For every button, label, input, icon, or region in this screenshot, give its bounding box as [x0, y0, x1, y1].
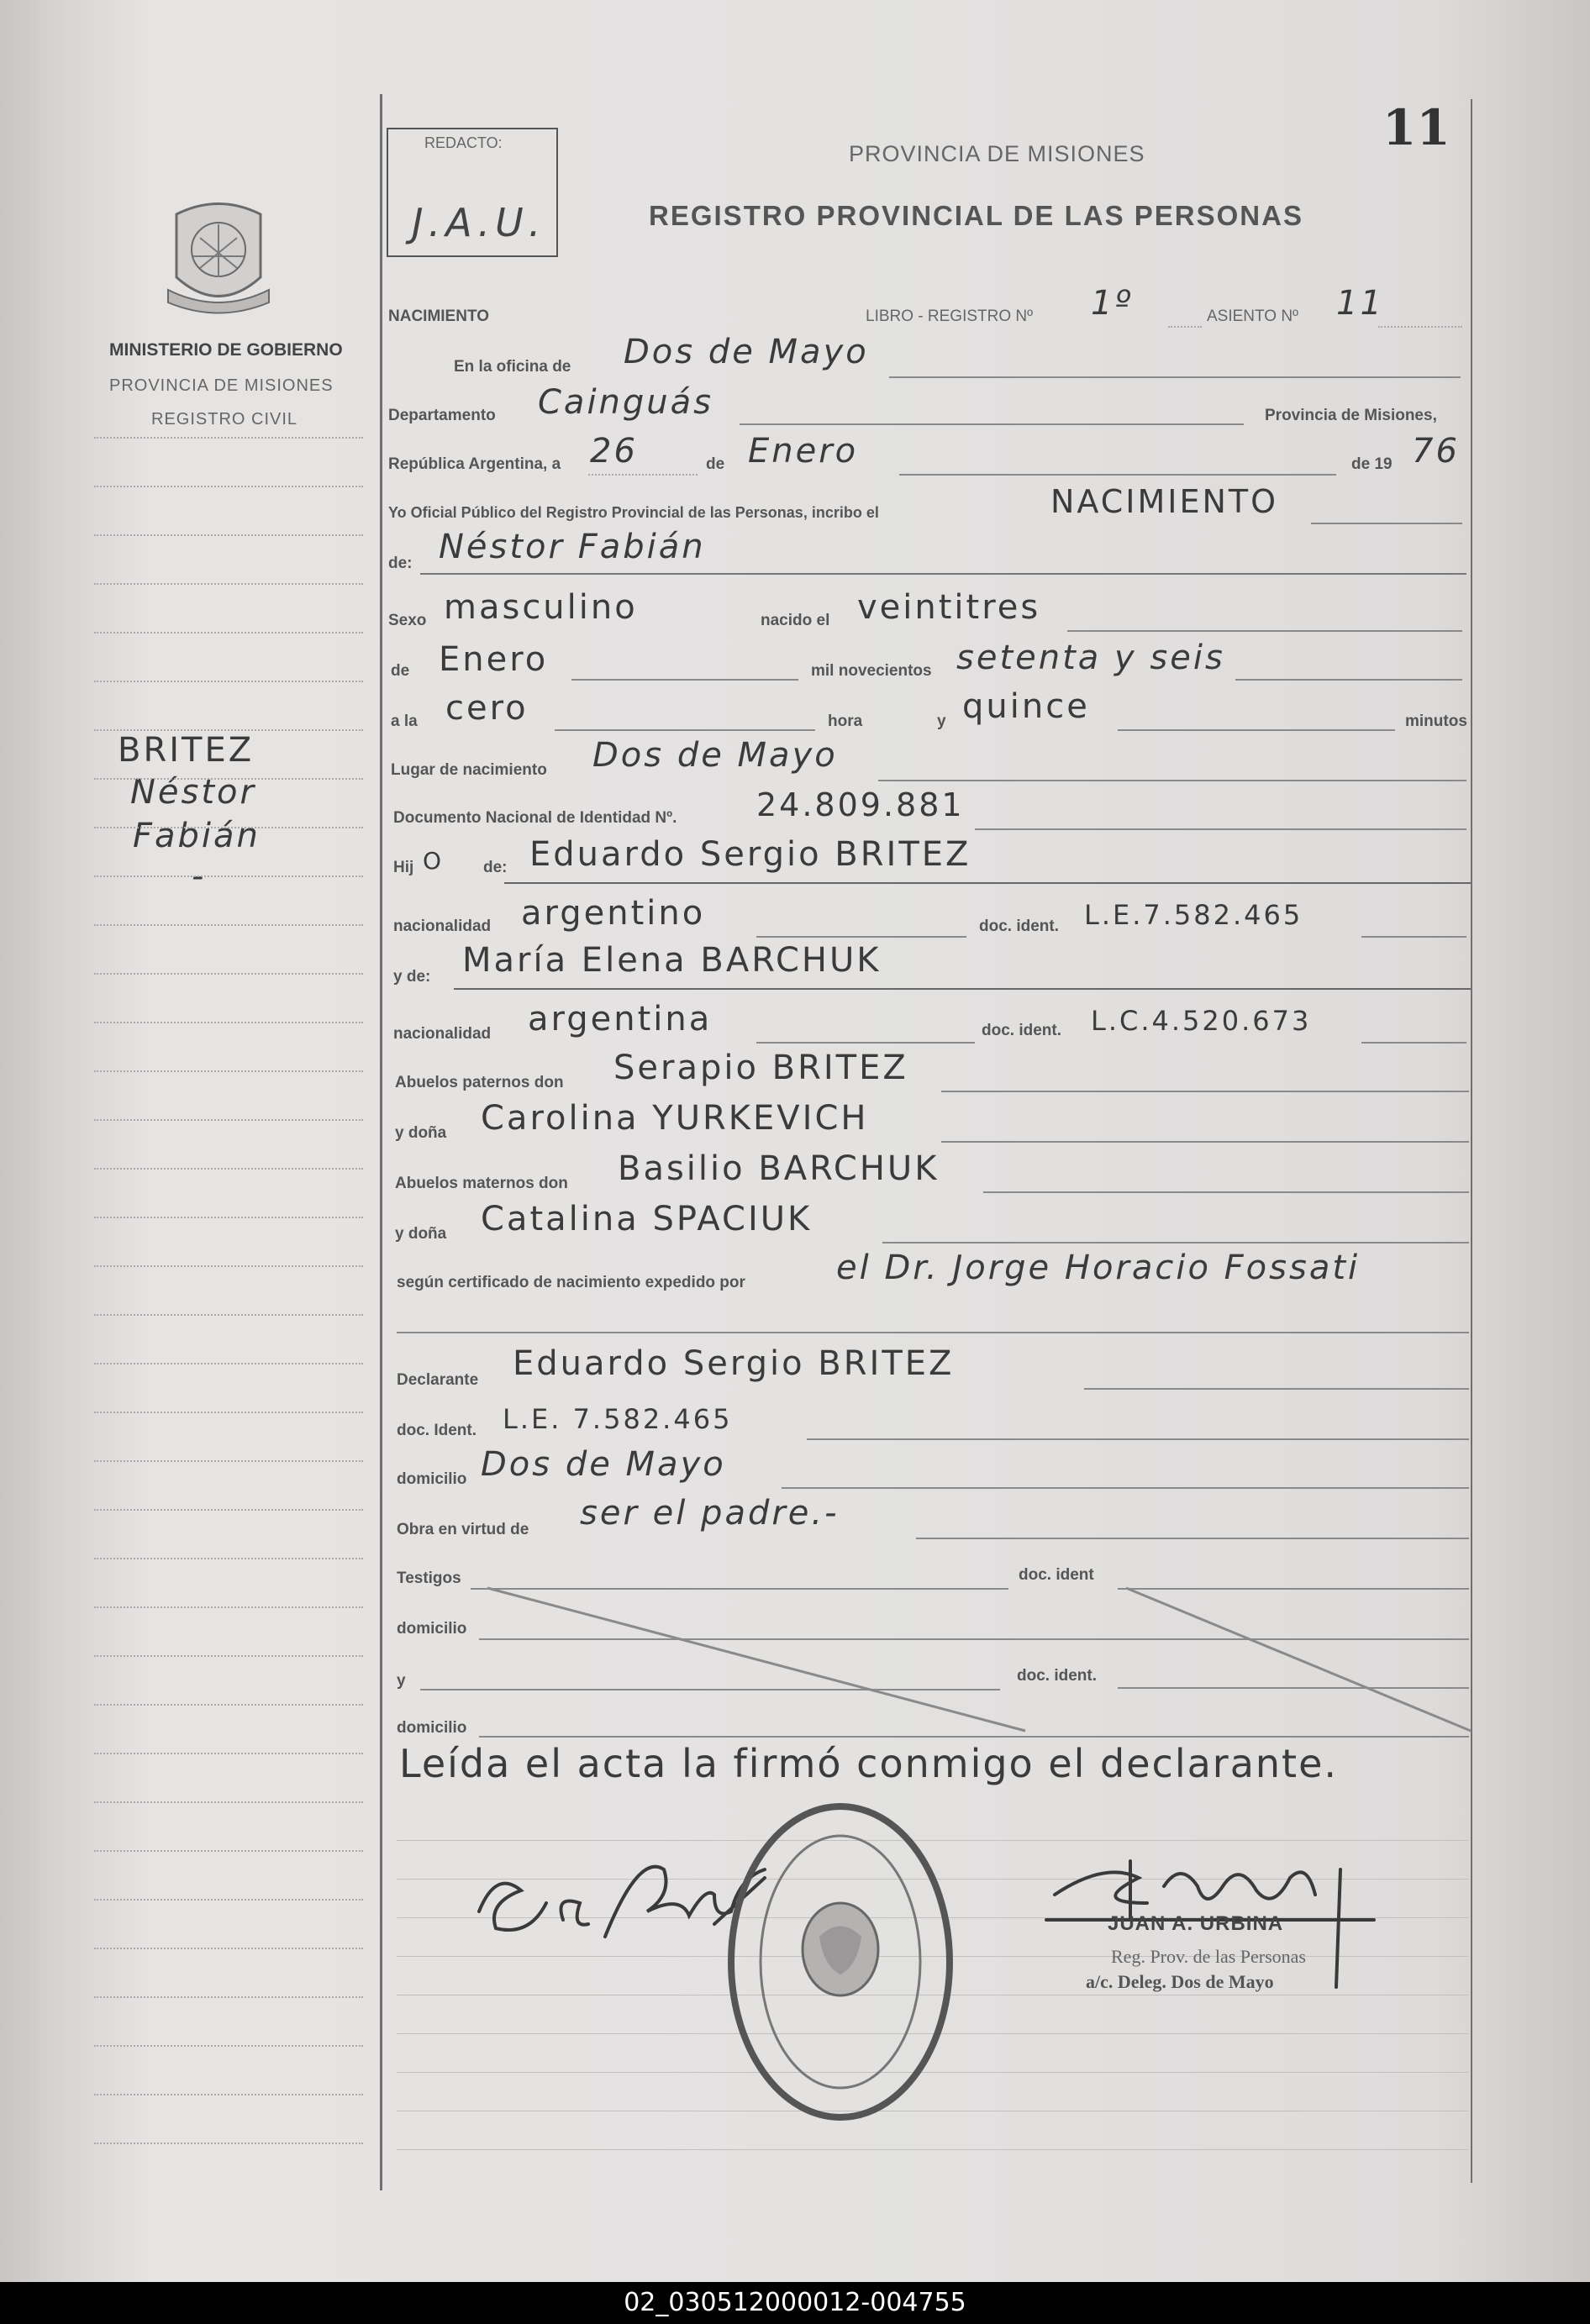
declarante-label: Declarante [397, 1371, 479, 1389]
margin-ruled-line [94, 1948, 363, 1949]
footer-code-bar [0, 2282, 1590, 2324]
nombre-value: Néstor Fabián [439, 528, 706, 566]
official-title-1: Reg. Prov. de las Personas [1111, 1946, 1306, 1967]
nac2-value: argentina [528, 1000, 713, 1038]
margin-ruled-line [94, 583, 363, 585]
margin-ruled-line [94, 1850, 363, 1852]
sexo-value: masculino [444, 588, 638, 627]
obra-label: Obra en virtud de [397, 1521, 529, 1538]
abuelo-p-value: Serapio BRITEZ [613, 1049, 908, 1087]
y2-label: y [397, 1672, 406, 1690]
doc5-label: doc. ident. [1017, 1667, 1097, 1685]
y-de-label: y de: [393, 968, 431, 986]
margin-ruled-line [94, 827, 363, 828]
lugar-label: Lugar de nacimiento [391, 761, 547, 779]
doc1-label: doc. ident. [979, 918, 1059, 935]
anio-nac-value: setenta y seis [956, 639, 1225, 677]
dni-label: Documento Nacional de Identidad Nº. [393, 809, 677, 827]
left-province-label: PROVINCIA DE MISIONES [109, 376, 334, 395]
header-registry: REGISTRO PROVINCIAL DE LAS PERSONAS [649, 200, 1303, 231]
madre-value: María Elena BARCHUK [462, 941, 882, 980]
minutos-value: quince [962, 687, 1090, 726]
nacido-value: veintitres [857, 588, 1041, 627]
doc2-label: doc. ident. [982, 1022, 1061, 1039]
margin-ruled-line [94, 632, 363, 634]
hora-label: hora [828, 712, 863, 730]
redacto-initials: J.A.U. [412, 200, 546, 245]
oficina-label: En la oficina de [454, 358, 571, 376]
leida-value: Leída el acta la firmó conmigo el declarante. [399, 1741, 1339, 1786]
mes-nac-value: Enero [439, 640, 549, 679]
abuelos-p-label: Abuelos paternos don [395, 1074, 564, 1091]
page-number: 11 [1382, 99, 1450, 156]
civil-registry-label: REGISTRO CIVIL [151, 410, 298, 429]
left-margin-rule [380, 94, 382, 2190]
anio-value: 76 [1412, 432, 1460, 471]
abuela-m-value: Catalina SPACIUK [481, 1200, 813, 1238]
official-name: JUAN A. URBINA [1108, 1912, 1284, 1935]
republica-label: República Argentina, a [388, 455, 561, 473]
nacimiento-label: NACIMIENTO [388, 308, 489, 325]
margin-ruled-line [94, 1022, 363, 1023]
hijo-de-label: de: [483, 859, 508, 876]
nac1-value: argentino [521, 894, 706, 933]
nacido-label: nacido el [761, 612, 830, 629]
margin-ruled-line [94, 534, 363, 536]
margin-ruled-line [94, 437, 363, 439]
margin-ruled-line [94, 1119, 363, 1121]
margin-ruled-line [94, 486, 363, 487]
hora-value: cero [445, 689, 529, 728]
oficina-value: Dos de Mayo [624, 333, 869, 371]
redacto-label: REDACTO: [424, 134, 503, 151]
certificado-value: el Dr. Jorge Horacio Fossati [836, 1249, 1361, 1287]
margin-ruled-line [94, 1265, 363, 1267]
domicilio2-label: domicilio [397, 1620, 467, 1638]
dona1-label: y doña [395, 1124, 447, 1142]
abuelos-m-label: Abuelos maternos don [395, 1175, 568, 1192]
margin-ruled-line [94, 2094, 363, 2095]
de3-label: de [391, 662, 410, 680]
padre-value: Eduardo Sergio BRITEZ [529, 835, 971, 874]
lugar-value: Dos de Mayo [592, 736, 838, 775]
margin-ruled-line [94, 1363, 363, 1364]
margin-given-2: Fabián [133, 817, 261, 855]
dia-value: 26 [590, 432, 638, 471]
margin-ruled-line [94, 1412, 363, 1413]
oficial-label: Yo Oficial Público del Registro Provincial de las Personas, incribo el [388, 504, 879, 521]
mil-label: mil novecientos [811, 662, 932, 680]
margin-ruled-line [94, 1168, 363, 1170]
margin-surname: BRITEZ [118, 731, 255, 770]
de2-label: de: [388, 555, 413, 572]
abuela-p-value: Carolina YURKEVICH [481, 1099, 869, 1138]
margin-given-1: Néstor [130, 773, 256, 812]
official-seal-stamp [723, 1798, 958, 2126]
domicilio-label: domicilio [397, 1470, 467, 1488]
certificado-label: según certificado de nacimiento expedido por [397, 1274, 745, 1291]
margin-ruled-line [94, 1509, 363, 1511]
dni-value: 24.809.881 [756, 786, 965, 823]
dona2-label: y doña [395, 1225, 447, 1243]
margin-ruled-line [94, 1996, 363, 1998]
right-margin-rule [1471, 99, 1472, 2183]
margin-ruled-line [94, 1704, 363, 1706]
minutos-label: minutos [1405, 712, 1467, 730]
nac1-label: nacionalidad [393, 918, 492, 935]
margin-ruled-line [94, 2045, 363, 2047]
testigos-label: Testigos [397, 1569, 461, 1587]
official-title-2: a/c. Deleg. Dos de Mayo [1086, 1971, 1274, 1992]
de-label: de [706, 455, 725, 473]
cancellation-strokes [437, 1580, 1479, 1739]
hijo-label: Hij [393, 859, 414, 876]
margin-dash: - [192, 857, 207, 896]
header-province: PROVINCIA DE MISIONES [849, 141, 1145, 166]
provincia-label: Provincia de Misiones, [1265, 407, 1437, 424]
domicilio3-label: domicilio [397, 1719, 467, 1737]
sexo-label: Sexo [388, 612, 427, 629]
margin-ruled-line [94, 1314, 363, 1316]
asiento-value: 11 [1336, 284, 1384, 323]
margin-ruled-line [94, 2143, 363, 2144]
declarante-value: Eduardo Sergio BRITEZ [513, 1344, 955, 1383]
doc4-label: doc. ident [1019, 1566, 1094, 1584]
acta-value: NACIMIENTO [1050, 483, 1279, 520]
libro-value: 1º [1091, 284, 1134, 323]
departamento-value: Cainguás [538, 383, 713, 422]
anio-label: de 19 [1351, 455, 1393, 473]
margin-ruled-line [94, 973, 363, 975]
margin-ruled-line [94, 1606, 363, 1608]
margin-ruled-line [94, 1460, 363, 1462]
mes-value: Enero [748, 432, 859, 471]
margin-ruled-line [94, 1070, 363, 1072]
doc1-value: L.E.7.582.465 [1084, 899, 1303, 931]
margin-ruled-line [94, 1801, 363, 1803]
margin-ruled-line [94, 1655, 363, 1657]
margin-ruled-line [94, 1753, 363, 1754]
doc3-label: doc. Ident. [397, 1422, 476, 1439]
nac2-label: nacionalidad [393, 1025, 492, 1043]
ministry-label: MINISTERIO DE GOBIERNO [109, 340, 343, 360]
asiento-label: ASIENTO Nº [1207, 308, 1298, 325]
a-la-label: a la [391, 712, 418, 730]
margin-ruled-line [94, 778, 363, 780]
doc3-value: L.E. 7.582.465 [503, 1403, 733, 1435]
abuelo-m-value: Basilio BARCHUK [618, 1149, 940, 1188]
margin-ruled-line [94, 924, 363, 926]
domicilio-value: Dos de Mayo [481, 1445, 726, 1484]
body-ruled-line [397, 2149, 1468, 2150]
provincial-seal-logo [160, 197, 277, 328]
y-label: y [937, 712, 946, 730]
margin-ruled-line [94, 1217, 363, 1218]
footer-code: 02_030512000012-004755 [624, 2288, 966, 2317]
margin-ruled-line [94, 681, 363, 682]
margin-ruled-line [94, 875, 363, 877]
obra-value: ser el padre.- [580, 1494, 840, 1533]
margin-ruled-line [94, 729, 363, 731]
margin-ruled-line [94, 1558, 363, 1559]
libro-label: LIBRO - REGISTRO Nº [866, 308, 1034, 325]
departamento-label: Departamento [388, 407, 496, 424]
hijo-suffix: O [423, 847, 445, 875]
doc2-value: L.C.4.520.673 [1091, 1005, 1312, 1037]
margin-ruled-line [94, 1899, 363, 1901]
